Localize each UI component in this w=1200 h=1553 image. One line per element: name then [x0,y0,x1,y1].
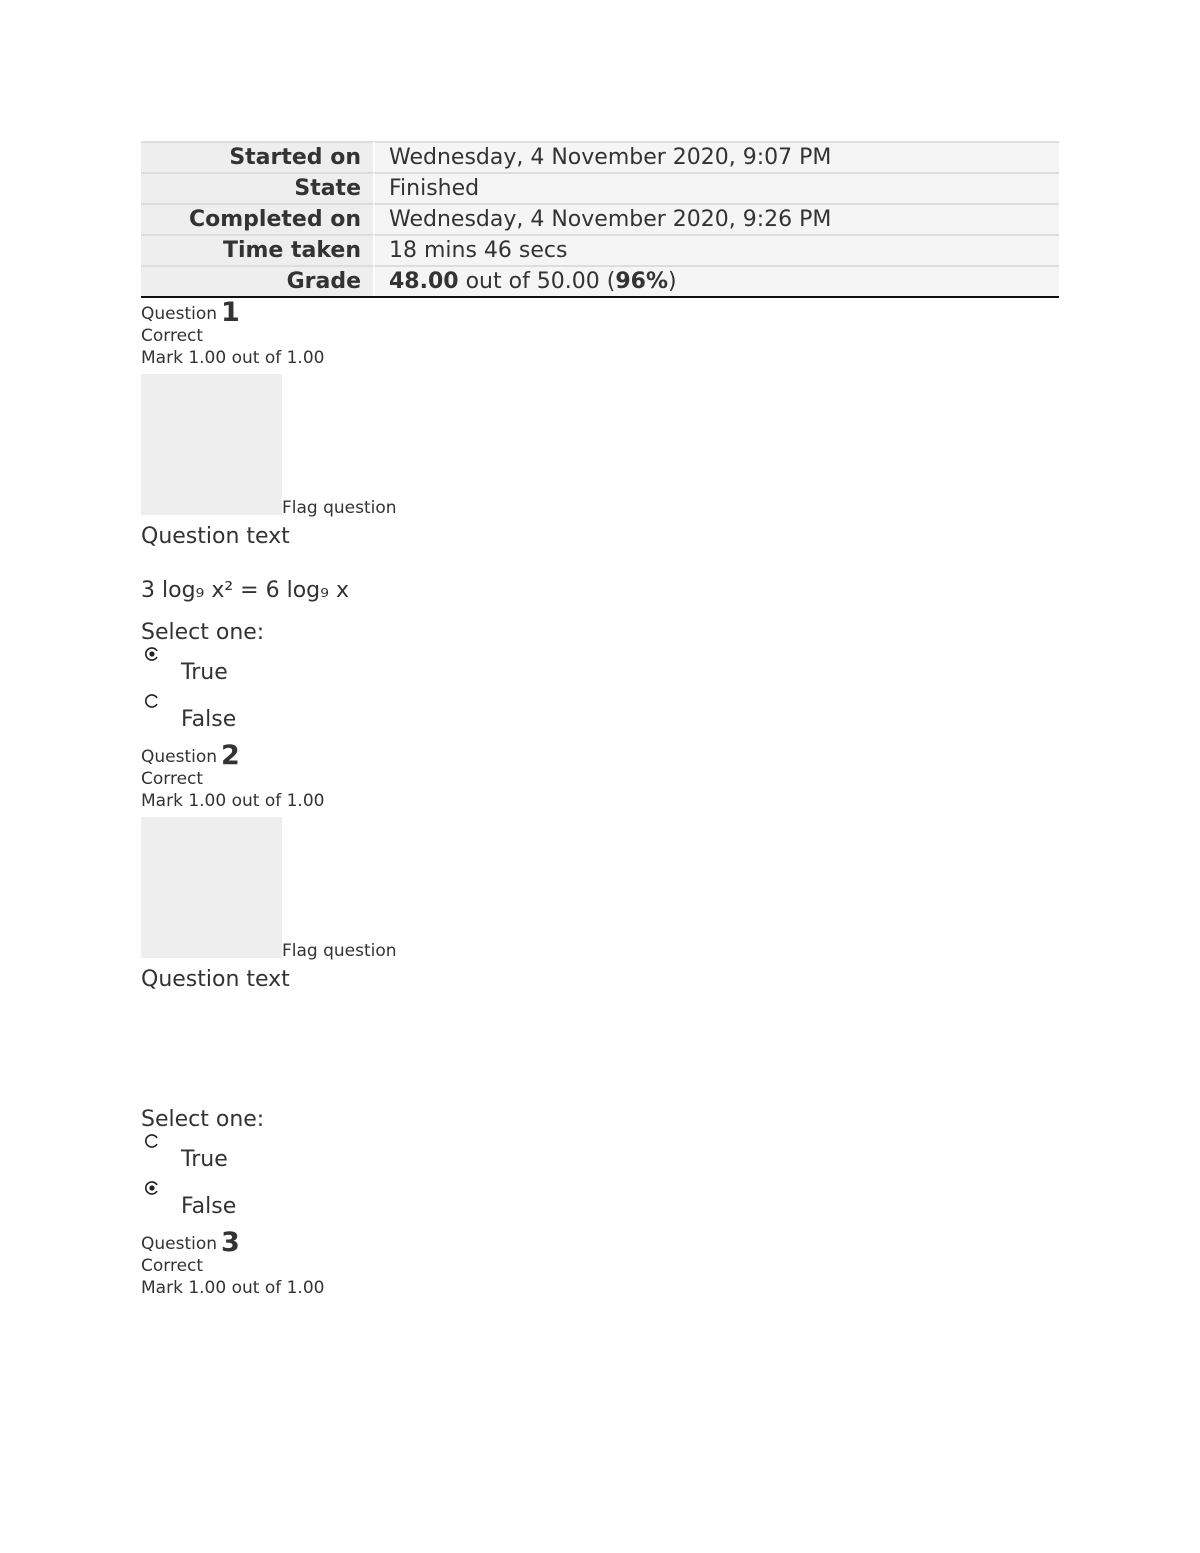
question-text: 3 log₉ x² = 6 log₉ x [141,578,349,603]
question-info [141,297,1059,369]
grade-value [373,265,1059,296]
question-number: 2 [221,740,240,771]
question-label: Question [141,304,218,324]
summary-value: Wednesday, 4 November 2020, 9:26 PM [373,203,1059,234]
radio-unselected-icon[interactable] [145,694,159,708]
quiz-review-page [141,141,1059,1299]
summary-label: Time taken [141,234,373,265]
flag-question-toggle[interactable] [141,812,1059,961]
answer-option-label[interactable]: False [181,1194,237,1219]
summary-label: Started on [141,141,373,172]
grade-out-of: out of 50.00 ( [458,269,616,294]
select-one-label: Select one: [141,620,265,645]
summary-row-time-taken [141,234,1059,265]
question-3 [141,1227,1059,1299]
question-state: Correct [141,769,204,789]
question-info [141,1227,1059,1299]
answer-option-label[interactable]: True [181,1147,228,1172]
summary-label: Completed on [141,203,373,234]
flag-icon[interactable] [141,817,282,958]
flag-question-label[interactable]: Flag question [282,941,397,961]
answer-option-true[interactable] [141,1134,1059,1181]
summary-label: Grade [141,265,373,296]
grade-percent: 96% [615,269,669,294]
question-1 [141,297,1059,741]
select-one-label: Select one: [141,1107,265,1132]
grade-close: ) [668,269,677,294]
question-text [141,994,1059,1092]
summary-row-completed [141,203,1059,234]
grade-score: 48.00 [389,269,459,294]
question-mark: Mark 1.00 out of 1.00 [141,348,325,368]
flag-question-toggle[interactable] [141,369,1059,518]
question-mark: Mark 1.00 out of 1.00 [141,791,325,811]
question-number: 1 [221,297,240,328]
question-label: Question [141,1234,218,1254]
question-mark: Mark 1.00 out of 1.00 [141,1278,325,1298]
answer-option-true[interactable] [141,647,1059,694]
question-text-heading: Question text [141,967,290,992]
question-state: Correct [141,326,204,346]
question-text-heading: Question text [141,524,290,549]
summary-row-started [141,141,1059,172]
question-2 [141,740,1059,1228]
question-info [141,740,1059,812]
radio-selected-icon[interactable] [145,1181,159,1195]
summary-row-state [141,172,1059,203]
summary-label: State [141,172,373,203]
radio-unselected-icon[interactable] [145,1134,159,1148]
summary-row-grade [141,265,1059,296]
flag-icon[interactable] [141,374,282,515]
answer-option-label[interactable]: False [181,707,237,732]
summary-value: Finished [373,172,1059,203]
summary-value: 18 mins 46 secs [373,234,1059,265]
answer-option-false[interactable] [141,694,1059,741]
question-number: 3 [221,1227,240,1258]
question-state: Correct [141,1256,204,1276]
flag-question-label[interactable]: Flag question [282,498,397,518]
answer-option-false[interactable] [141,1181,1059,1228]
attempt-summary-table [141,141,1059,298]
radio-selected-icon[interactable] [145,647,159,661]
answer-option-label[interactable]: True [181,660,228,685]
summary-value: Wednesday, 4 November 2020, 9:07 PM [373,141,1059,172]
question-label: Question [141,747,218,767]
